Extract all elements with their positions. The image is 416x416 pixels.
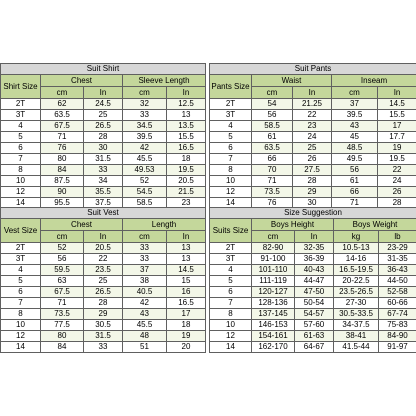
value-cell: 56: [332, 165, 378, 176]
unit-header: cm: [252, 87, 293, 99]
value-cell: 63.5: [41, 110, 84, 121]
size-cell: 8: [1, 165, 41, 176]
size-cell: 6: [1, 287, 41, 298]
value-cell: 19: [167, 331, 206, 342]
suit-pants-title: Suit Pants: [210, 64, 416, 75]
value-cell: 73.5: [41, 309, 84, 320]
pants-waist-header: Waist: [252, 75, 332, 87]
value-cell: 25: [293, 143, 332, 154]
value-cell: 31-35: [379, 254, 416, 265]
value-cell: 27-30: [334, 298, 379, 309]
unit-header: In: [295, 231, 334, 243]
value-cell: 59.5: [41, 265, 84, 276]
value-cell: 26.5: [84, 121, 123, 132]
value-cell: 37: [123, 265, 167, 276]
size-cell: 2T: [1, 99, 41, 110]
unit-header: In: [84, 87, 123, 99]
value-cell: 162-170: [252, 342, 295, 353]
suit-shirt-table: [0, 63, 206, 209]
value-cell: 84: [41, 165, 84, 176]
size-cell: 4: [210, 121, 252, 132]
value-cell: 101-110: [252, 265, 295, 276]
value-cell: 66: [332, 187, 378, 198]
size-cell: 10: [210, 320, 252, 331]
value-cell: 38: [123, 276, 167, 287]
value-cell: 61: [252, 132, 293, 143]
value-cell: 20.5: [167, 176, 206, 187]
value-cell: 15.5: [378, 110, 416, 121]
value-cell: 52-58: [379, 287, 416, 298]
size-cell: 7: [210, 154, 252, 165]
value-cell: 52: [123, 176, 167, 187]
value-cell: 30.5-33.5: [334, 309, 379, 320]
value-cell: 63.5: [252, 143, 293, 154]
value-cell: 20: [167, 342, 206, 353]
value-cell: 37: [332, 99, 378, 110]
value-cell: 20.5: [84, 243, 123, 254]
value-cell: 13: [167, 110, 206, 121]
size-cell: 10: [210, 176, 252, 187]
size-cell: 4: [1, 265, 41, 276]
value-cell: 49.5: [332, 154, 378, 165]
value-cell: 48: [123, 331, 167, 342]
unit-header: cm: [123, 231, 167, 243]
unit-header: In: [378, 87, 416, 99]
size-cell: 7: [210, 298, 252, 309]
size-cell: 12: [1, 187, 41, 198]
value-cell: 58.5: [252, 121, 293, 132]
value-cell: 23: [167, 198, 206, 209]
value-cell: 30: [293, 198, 332, 209]
value-cell: 52: [41, 243, 84, 254]
value-cell: 33: [84, 342, 123, 353]
value-cell: 67-74: [379, 309, 416, 320]
value-cell: 29: [293, 187, 332, 198]
size-cell: 3T: [1, 254, 41, 265]
size-cell: 10: [1, 320, 41, 331]
value-cell: 54.5: [123, 187, 167, 198]
value-cell: 22: [84, 254, 123, 265]
value-cell: 18: [167, 154, 206, 165]
value-cell: 28: [293, 176, 332, 187]
value-cell: 28: [84, 132, 123, 143]
value-cell: 90: [41, 187, 84, 198]
value-cell: 120-127: [252, 287, 295, 298]
size-cell: 5: [210, 276, 252, 287]
value-cell: 95.5: [41, 198, 84, 209]
value-cell: 111-119: [252, 276, 295, 287]
value-cell: 26: [293, 154, 332, 165]
size-cell: 14: [1, 198, 41, 209]
value-cell: 22: [293, 110, 332, 121]
value-cell: 23: [293, 121, 332, 132]
value-cell: 15.5: [167, 132, 206, 143]
value-cell: 61: [332, 176, 378, 187]
value-cell: 24: [378, 176, 416, 187]
value-cell: 80: [41, 154, 84, 165]
value-cell: 84: [41, 342, 84, 353]
value-cell: 64-67: [295, 342, 334, 353]
value-cell: 26: [378, 187, 416, 198]
value-cell: 23.5: [84, 265, 123, 276]
value-cell: 35.5: [84, 187, 123, 198]
value-cell: 58.5: [123, 198, 167, 209]
suit-vest-table: [0, 207, 206, 353]
value-cell: 10.5-13: [334, 243, 379, 254]
size-suggestion-table: [209, 207, 416, 353]
size-suggestion-title: Size Suggestion: [210, 208, 416, 219]
value-cell: 45.5: [123, 320, 167, 331]
value-cell: 42: [123, 143, 167, 154]
size-cell: 14: [1, 342, 41, 353]
value-cell: 19.5: [167, 165, 206, 176]
value-cell: 33: [123, 254, 167, 265]
value-cell: 70: [252, 165, 293, 176]
value-cell: 16.5: [167, 298, 206, 309]
suit-vest-block: [0, 207, 205, 350]
value-cell: 71: [41, 298, 84, 309]
size-cell: 3T: [1, 110, 41, 121]
value-cell: 60-66: [379, 298, 416, 309]
value-cell: 63: [41, 276, 84, 287]
value-cell: 54: [252, 99, 293, 110]
value-cell: 16: [167, 287, 206, 298]
value-cell: 14.5: [167, 265, 206, 276]
unit-header: kg: [334, 231, 379, 243]
value-cell: 47-50: [295, 287, 334, 298]
value-cell: 20-22.5: [334, 276, 379, 287]
value-cell: 26.5: [84, 287, 123, 298]
size-cell: 5: [1, 132, 41, 143]
value-cell: 76: [41, 143, 84, 154]
suit-shirt-block: [0, 63, 205, 206]
value-cell: 43: [123, 309, 167, 320]
unit-header: cm: [41, 231, 84, 243]
value-cell: 50-54: [295, 298, 334, 309]
value-cell: 21.25: [293, 99, 332, 110]
value-cell: 66: [252, 154, 293, 165]
value-cell: 75-83: [379, 320, 416, 331]
value-cell: 13: [167, 243, 206, 254]
value-cell: 28: [84, 298, 123, 309]
size-suggestion-block: [209, 207, 416, 350]
value-cell: 56: [41, 254, 84, 265]
unit-header: lb: [379, 231, 416, 243]
value-cell: 154-161: [252, 331, 295, 342]
value-cell: 36-43: [379, 265, 416, 276]
size-cell: 12: [210, 331, 252, 342]
value-cell: 80: [41, 331, 84, 342]
value-cell: 87.5: [41, 176, 84, 187]
size-cell: 2T: [210, 243, 252, 254]
value-cell: 57-60: [295, 320, 334, 331]
value-cell: 32: [123, 99, 167, 110]
size-cell: 5: [1, 276, 41, 287]
size-cell: 4: [210, 265, 252, 276]
value-cell: 77.5: [41, 320, 84, 331]
value-cell: 28: [378, 198, 416, 209]
value-cell: 17: [378, 121, 416, 132]
size-cell: 7: [1, 298, 41, 309]
value-cell: 48.5: [332, 143, 378, 154]
value-cell: 42: [123, 298, 167, 309]
value-cell: 34: [84, 176, 123, 187]
value-cell: 17: [167, 309, 206, 320]
value-cell: 51: [123, 342, 167, 353]
value-cell: 45.5: [123, 154, 167, 165]
value-cell: 21.5: [167, 187, 206, 198]
unit-header: In: [167, 87, 206, 99]
shirt-sleeve-length-header: Sleeve Length: [123, 75, 206, 87]
value-cell: 31.5: [84, 331, 123, 342]
unit-header: In: [293, 87, 332, 99]
value-cell: 12.5: [167, 99, 206, 110]
value-cell: 33: [84, 165, 123, 176]
shirt-chest-header: Chest: [41, 75, 123, 87]
size-cell: 14: [210, 342, 252, 353]
value-cell: 13.5: [167, 121, 206, 132]
size-cell: 6: [210, 143, 252, 154]
value-cell: 16.5-19.5: [334, 265, 379, 276]
size-cell: 12: [1, 331, 41, 342]
value-cell: 18: [167, 320, 206, 331]
value-cell: 24.5: [84, 99, 123, 110]
pants-size-header: Pants Size: [210, 75, 252, 99]
value-cell: 13: [167, 254, 206, 265]
size-cell: 2T: [1, 243, 41, 254]
value-cell: 44-47: [295, 276, 334, 287]
value-cell: 27.5: [293, 165, 332, 176]
value-cell: 82-90: [252, 243, 295, 254]
size-cell: 10: [1, 176, 41, 187]
value-cell: 71: [41, 132, 84, 143]
value-cell: 32-35: [295, 243, 334, 254]
value-cell: 54-57: [295, 309, 334, 320]
size-cell: 8: [210, 165, 252, 176]
size-cell: 7: [1, 154, 41, 165]
value-cell: 91-97: [379, 342, 416, 353]
unit-header: cm: [332, 87, 378, 99]
value-cell: 30: [84, 143, 123, 154]
value-cell: 61-63: [295, 331, 334, 342]
value-cell: 19: [378, 143, 416, 154]
value-cell: 43: [332, 121, 378, 132]
size-cell: 5: [210, 132, 252, 143]
value-cell: 146-153: [252, 320, 295, 331]
value-cell: 39.5: [332, 110, 378, 121]
size-cell: 8: [1, 309, 41, 320]
shirt-size-header: Shirt Size: [1, 75, 41, 99]
value-cell: 45: [332, 132, 378, 143]
size-cell: 6: [1, 143, 41, 154]
value-cell: 24: [293, 132, 332, 143]
value-cell: 30.5: [84, 320, 123, 331]
value-cell: 25: [84, 276, 123, 287]
vest-length-header: Length: [123, 219, 206, 231]
value-cell: 73.5: [252, 187, 293, 198]
unit-header: cm: [252, 231, 295, 243]
value-cell: 15: [167, 276, 206, 287]
vest-chest-header: Chest: [41, 219, 123, 231]
size-chart-sheet: [0, 63, 416, 350]
value-cell: 34.5: [123, 121, 167, 132]
suits-size-header: Suits Size: [210, 219, 252, 243]
size-cell: 3T: [210, 110, 252, 121]
value-cell: 39.5: [123, 132, 167, 143]
value-cell: 29: [84, 309, 123, 320]
value-cell: 33: [123, 110, 167, 121]
value-cell: 38-41: [334, 331, 379, 342]
value-cell: 25: [84, 110, 123, 121]
value-cell: 23.5-26.5: [334, 287, 379, 298]
value-cell: 31.5: [84, 154, 123, 165]
boys-weight-header: Boys Weight: [334, 219, 416, 231]
unit-header: cm: [123, 87, 167, 99]
boys-height-header: Boys Height: [252, 219, 334, 231]
vest-size-header: Vest Size: [1, 219, 41, 243]
suit-vest-title: Suit Vest: [1, 208, 206, 219]
value-cell: 84-90: [379, 331, 416, 342]
value-cell: 62: [41, 99, 84, 110]
value-cell: 128-136: [252, 298, 295, 309]
value-cell: 16.5: [167, 143, 206, 154]
value-cell: 71: [332, 198, 378, 209]
size-cell: 2T: [210, 99, 252, 110]
value-cell: 14.5: [378, 99, 416, 110]
unit-header: In: [84, 231, 123, 243]
size-cell: 4: [1, 121, 41, 132]
value-cell: 67.5: [41, 287, 84, 298]
pants-inseam-header: Inseam: [332, 75, 416, 87]
unit-header: In: [167, 231, 206, 243]
value-cell: 34-37.5: [334, 320, 379, 331]
value-cell: 23-29: [379, 243, 416, 254]
value-cell: 91-100: [252, 254, 295, 265]
value-cell: 49.53: [123, 165, 167, 176]
value-cell: 40-43: [295, 265, 334, 276]
value-cell: 71: [252, 176, 293, 187]
size-cell: 8: [210, 309, 252, 320]
unit-header: cm: [41, 87, 84, 99]
value-cell: 19.5: [378, 154, 416, 165]
suit-pants-block: [209, 63, 416, 206]
value-cell: 56: [252, 110, 293, 121]
size-cell: 12: [210, 187, 252, 198]
value-cell: 76: [252, 198, 293, 209]
size-cell: 14: [210, 198, 252, 209]
size-cell: 3T: [210, 254, 252, 265]
value-cell: 17.7: [378, 132, 416, 143]
value-cell: 41.5-44: [334, 342, 379, 353]
value-cell: 33: [123, 243, 167, 254]
value-cell: 22: [378, 165, 416, 176]
size-cell: 6: [210, 287, 252, 298]
suit-pants-table: [209, 63, 416, 209]
value-cell: 40.5: [123, 287, 167, 298]
suit-shirt-title: Suit Shirt: [1, 64, 206, 75]
value-cell: 14-16: [334, 254, 379, 265]
value-cell: 37.5: [84, 198, 123, 209]
value-cell: 44-50: [379, 276, 416, 287]
value-cell: 67.5: [41, 121, 84, 132]
value-cell: 137-145: [252, 309, 295, 320]
value-cell: 36-39: [295, 254, 334, 265]
